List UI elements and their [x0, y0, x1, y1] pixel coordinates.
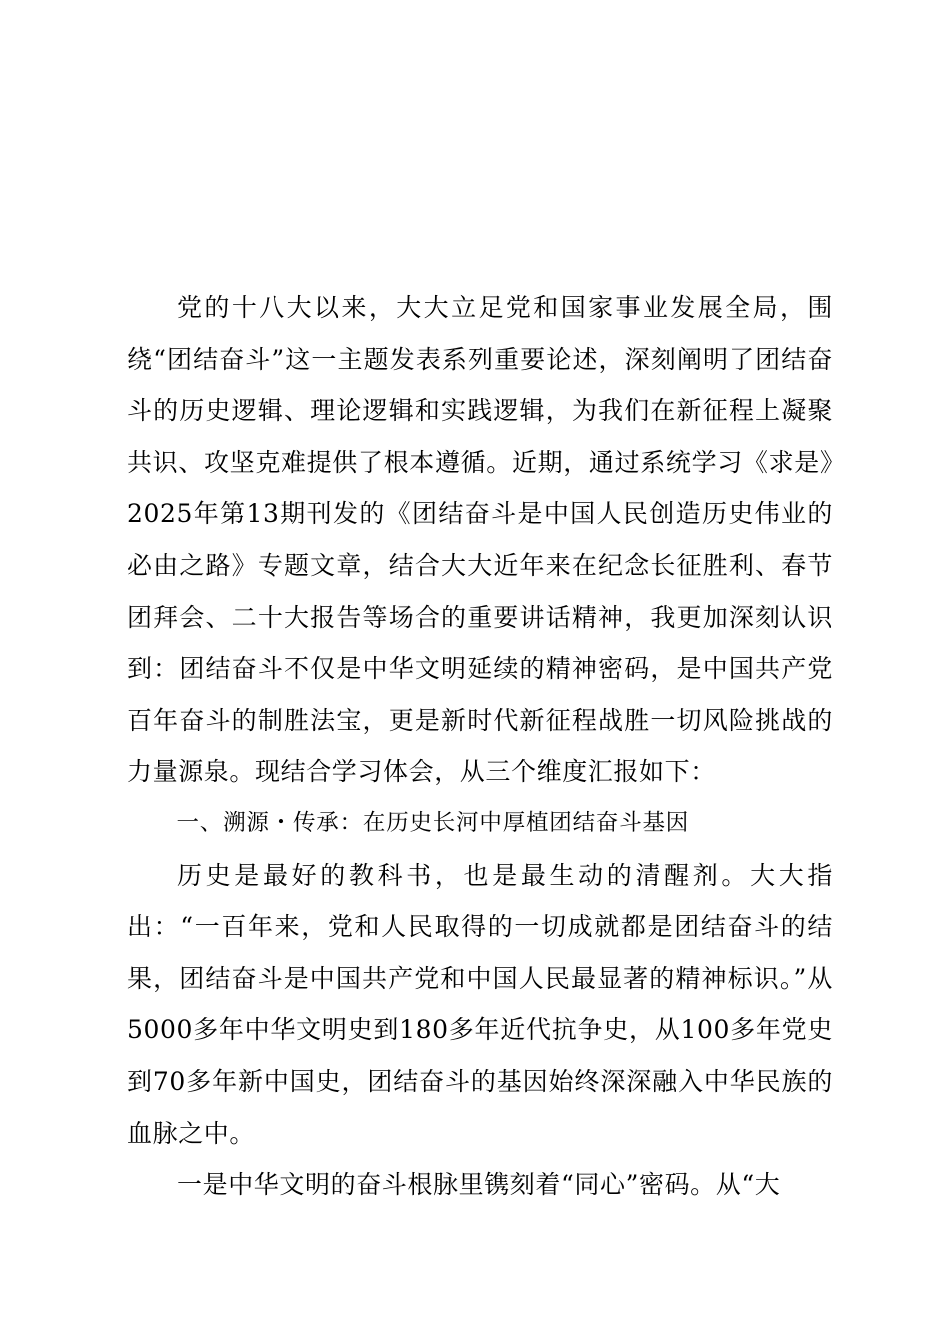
point-one-paragraph: 一是中华文明的奋斗根脉里镌刻着“同心”密码。从“大 — [177, 1170, 781, 1200]
history-paragraph: 历史是最好的教科书，也是最生动的清醒剂。大大指出：“一百年来，党和人民取得的一切成就都是团结奋斗的结果，团结奋斗是中国共产党和中国人民最显著的精神标识。”从5000多年中华文明史到180多年近代抗争史，从100多年党史到70多年新中国史，团结奋斗的基因始终深深融入中华民族的血脉之中。 — [127, 860, 833, 1148]
intro-paragraph: 党的十八大以来，大大立足党和国家事业发展全局，围绕“团结奋斗”这一主题发表系列重要论述，深刻阐明了团结奋斗的历史逻辑、理论逻辑和实践逻辑，为我们在新征程上凝聚共识、攻坚克难提供了根本遵循。近期，通过系统学习《求是》2025年第13期刊发的《团结奋斗是中国人民创造历史伟业的必由之路》专题文章，结合大大近年来在纪念长征胜利、春节团拜会、二十大报告等场合的重要讲话精神，我更加深刻认识到：团结奋斗不仅是中华文明延续的精神密码，是中国共产党百年奋斗的制胜法宝，更是新时代新征程战胜一切风险挑战的力量源泉。现结合学习体会，从三个维度汇报如下： — [127, 293, 833, 787]
section-heading: 一、溯源・传承：在历史长河中厚植团结奋斗基因 — [176, 809, 690, 836]
document-body — [127, 282, 833, 1211]
